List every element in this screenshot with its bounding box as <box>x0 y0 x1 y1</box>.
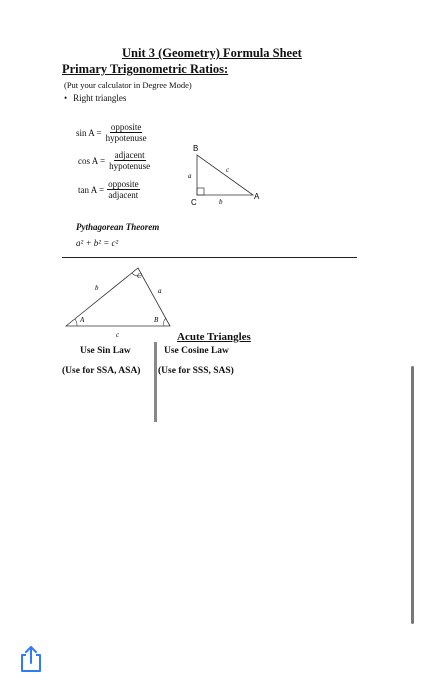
bullet-dot: • <box>64 93 68 103</box>
right-triangle-shape <box>197 155 253 195</box>
pythagorean-equation: a² + b² = c² <box>76 238 119 248</box>
section-title: Primary Trigonometric Ratios: <box>62 62 229 76</box>
bullet-label: Right triangles <box>73 93 127 103</box>
share-icon <box>18 644 44 674</box>
formula-denominator: hypotenuse <box>109 161 151 171</box>
section-divider <box>62 257 357 258</box>
vertex-b-label: B <box>154 316 159 324</box>
formula-denominator: adjacent <box>108 190 139 200</box>
oblique-triangle <box>66 268 170 339</box>
side-a-label: a <box>158 287 162 295</box>
side-c-label: c <box>116 331 120 339</box>
share-button[interactable] <box>18 644 44 674</box>
vertex-c-label: C <box>191 198 197 207</box>
formula-lhs: cos A = <box>78 155 106 166</box>
sin-law-label: Use Sin Law <box>80 346 131 356</box>
formula-lhs: sin A = <box>76 127 102 138</box>
acute-title: Acute Triangles <box>177 331 251 343</box>
column-divider <box>154 342 157 422</box>
cos-law-use: (Use for SSS, SAS) <box>158 366 234 376</box>
formula-numerator: opposite <box>108 179 139 189</box>
calculator-note: (Put your calculator in Degree Mode) <box>64 80 192 90</box>
right-triangle <box>188 144 260 207</box>
angle-a-arc <box>75 319 77 326</box>
formula-numerator: opposite <box>110 122 142 132</box>
angle-b-arc <box>164 318 166 326</box>
right-angle-mark <box>197 188 204 195</box>
sin-law-use: (Use for SSA, ASA) <box>62 366 141 376</box>
vertex-c-label: C <box>137 272 142 280</box>
page-title: Unit 3 (Geometry) Formula Sheet <box>122 46 302 60</box>
side-c-label: c <box>226 166 230 174</box>
vertex-a-label: A <box>254 192 260 201</box>
vertex-a-label: A <box>80 316 85 324</box>
formula-numerator: adjacent <box>114 150 145 160</box>
pythagorean-title: Pythagorean Theorem <box>76 222 160 232</box>
formula-lhs: tan A = <box>78 184 105 195</box>
side-b-label: b <box>95 284 99 292</box>
vertex-b-label: B <box>193 144 199 153</box>
side-a-label: a <box>188 172 192 180</box>
formula-denominator: hypotenuse <box>105 133 147 143</box>
side-b-label: b <box>219 198 223 206</box>
cos-law-label: Use Cosine Law <box>164 346 229 356</box>
scrollbar[interactable] <box>411 366 414 624</box>
